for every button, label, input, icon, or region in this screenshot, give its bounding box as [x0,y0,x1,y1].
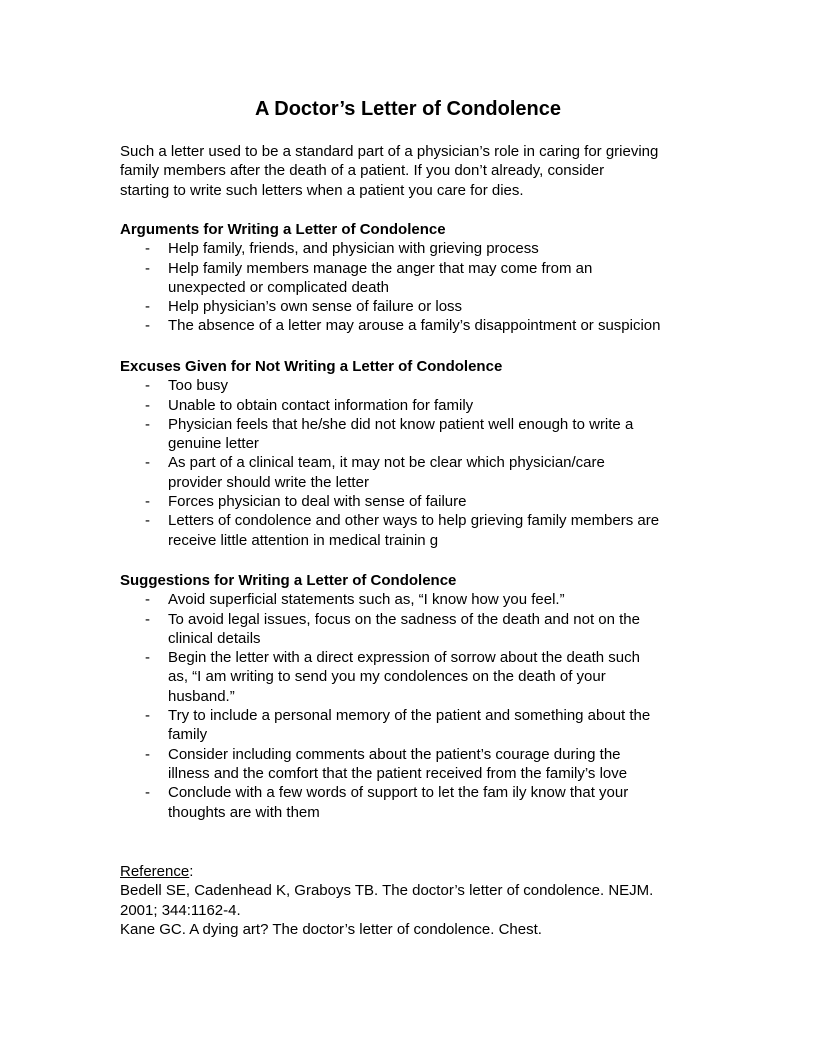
list-item-line: Help family members manage the anger that may come from an [168,259,593,277]
list-item [120,648,720,706]
list-item [120,610,720,649]
bullet-dash: - [145,298,150,316]
reference-line: 2001; 344:1162-4. [120,901,241,919]
reference-label-colon: : [189,863,194,880]
list-item [120,706,720,745]
bullet-dash: - [145,649,150,667]
section-excuses [120,357,720,550]
bullet-dash: - [145,240,150,258]
reference-heading [120,862,740,881]
list-item-line: thoughts are with them [168,803,320,821]
bullet-dash: - [145,377,150,395]
bullet-dash: - [145,745,150,763]
list-item [120,415,720,454]
list-item-line: Consider including comments about the patient’s courage during the [168,745,621,763]
page-title: A Doctor’s Letter of Condolence [255,98,561,120]
bullet-dash: - [145,396,150,414]
list-item-line: as, “I am writing to send you my condolences on the death of your [168,668,606,686]
list-item [120,590,720,609]
list-item [120,453,720,492]
list-item [120,783,720,822]
list-item-line: Unable to obtain contact information for family [168,396,474,414]
list-item [120,376,720,395]
list-item-line: To avoid legal issues, focus on the sadness of the death and not on the [168,610,640,628]
bullet-dash: - [145,784,150,802]
intro-line: Such a letter used to be a standard part of a physician’s role in caring for grieving [120,143,659,160]
reference-line: Kane GC. A dying art? The doctor’s letter of condolence. Chest. [120,920,542,938]
list-item-line: illness and the comfort that the patient received from the family’s love [168,764,628,782]
list-item-line: Begin the letter with a direct expression of sorrow about the death such [168,649,640,667]
list-item-line: provider should write the letter [168,473,369,491]
bullet-dash: - [145,707,150,725]
list-item-line: receive little attention in medical trainin g [168,531,439,549]
list-item-line: clinical details [168,629,261,647]
bullet-dash: - [145,610,150,628]
section-heading: Arguments for Writing a Letter of Condolence [120,221,446,238]
bullet-dash: - [145,591,150,609]
list-item-line: Letters of condolence and other ways to help grieving family members are [168,512,660,530]
reference-line: Bedell SE, Cadenhead K, Graboys TB. The doctor’s letter of condolence. NEJM. [120,882,654,900]
list-item [120,297,720,316]
reference-label: Reference [120,863,190,880]
list-item-line: Too busy [168,377,229,395]
section-heading: Suggestions for Writing a Letter of Condolence [120,572,457,589]
list-item [120,239,720,258]
list-item-line: Try to include a personal memory of the patient and something about the [168,707,651,725]
list-item-line: Avoid superficial statements such as, “I know how you feel.” [168,591,565,609]
list-item [120,745,720,784]
list-item [120,492,720,511]
list-item-line: husband.” [168,687,235,705]
list-item [120,396,720,415]
list-item-line: Conclude with a few words of support to let the fam ily know that your [168,784,629,802]
list-item-line: unexpected or complicated death [168,278,389,296]
bullet-dash: - [145,493,150,511]
bullet-dash: - [145,454,150,472]
bullet-dash: - [145,317,150,335]
list-item [120,511,720,550]
list-item-line: Physician feels that he/she did not know patient well enough to write a [168,415,634,433]
list-item [120,316,720,335]
bullet-dash: - [145,512,150,530]
list-item-line: Forces physician to deal with sense of failure [168,493,467,511]
section-suggestions [120,571,720,822]
list-item-line: The absence of a letter may arouse a family’s disappointment or suspicion [168,317,661,335]
bullet-dash: - [145,415,150,433]
intro-line: family members after the death of a patient. If you don’t already, consider [120,162,605,180]
list-item-line: family [168,726,208,744]
list-item [120,259,720,298]
section-heading: Excuses Given for Not Writing a Letter of Condolence [120,358,503,375]
list-item-line: Help family, friends, and physician with grieving process [168,240,539,258]
list-item-line: Help physician’s own sense of failure or loss [168,298,463,316]
intro-paragraph [120,142,720,200]
list-item-line: As part of a clinical team, it may not be clear which physician/care [168,454,605,472]
intro-line: starting to write such letters when a patient you care for dies. [120,181,524,199]
list-item-line: genuine letter [168,435,259,453]
bullet-dash: - [145,259,150,277]
section-arguments [120,220,720,336]
reference-block [120,862,740,939]
